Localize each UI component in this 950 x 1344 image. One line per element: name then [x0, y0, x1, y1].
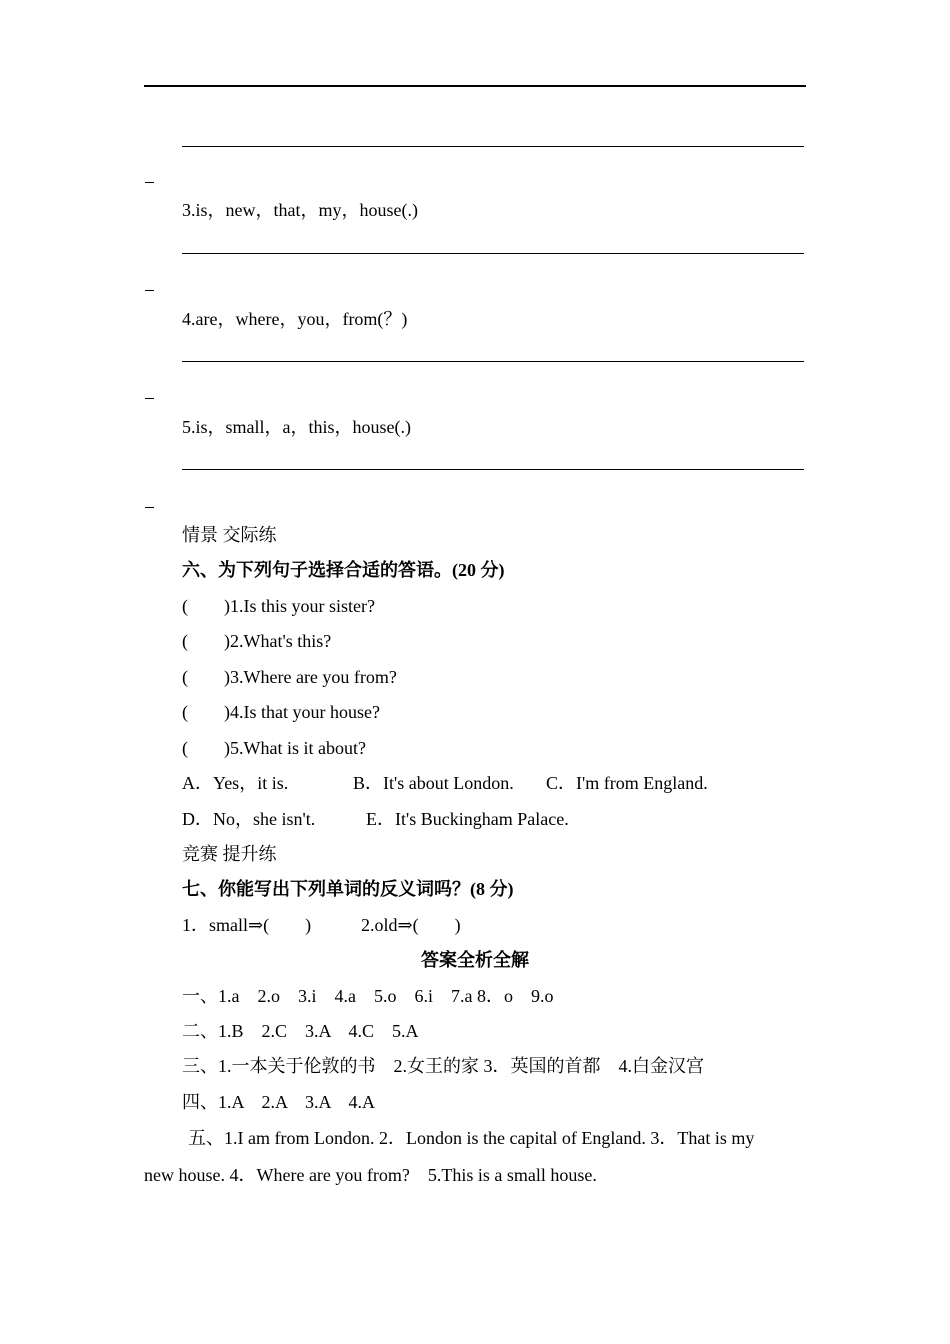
answer-line-3 [182, 253, 804, 254]
answer-line-4 [182, 361, 804, 362]
section-6-question: ( )1.Is this your sister? [182, 596, 375, 616]
option-b: B．It's about London. [353, 773, 514, 793]
section-6-title: 六、为下列句子选择合适的答语。(20 分) [182, 560, 505, 580]
section-6-question: ( )2.What's this? [182, 631, 332, 651]
top-rule [144, 85, 806, 87]
section-6-question: ( )4.Is that your house? [182, 702, 380, 722]
answer-line: 五、1.I am from London. 2．London is the capital of England. 3．That is my [188, 1128, 755, 1148]
answers-title: 答案全析全解 [421, 950, 529, 970]
answer-line-2 [182, 146, 804, 147]
answer-line: 四、1.A 2.A 3.A 4.A [182, 1092, 376, 1112]
answer-line: 三、1.一本关于伦敦的书 2.女王的家 3．英国的首都 4.白金汉宫 [182, 1056, 704, 1076]
antonym-item-1: 1．small⇒( ) [182, 915, 312, 935]
line-continuation-mark [145, 398, 154, 399]
option-a: A．Yes，it is. [182, 773, 289, 793]
answer-line-5 [182, 469, 804, 470]
line-continuation-mark [145, 290, 154, 291]
option-e: E．It's Buckingham Palace. [366, 809, 569, 829]
answer-line: 一、1.a 2.o 3.i 4.a 5.o 6.i 7.a 8．o 9.o [182, 986, 554, 1006]
reorder-question-3: 3.is，new，that，my，house(.) [182, 200, 418, 220]
antonym-item-2: 2.old⇒( ) [361, 915, 461, 935]
reorder-question-4: 4.are，where，you，from(？) [182, 309, 408, 329]
section-heading-competition: 竞赛 提升练 [182, 844, 277, 864]
answer-line: new house. 4．Where are you from? 5.This is a small house. [144, 1165, 597, 1185]
reorder-question-5: 5.is，small，a，this，house(.) [182, 417, 411, 437]
section-heading-situational: 情景 交际练 [182, 525, 277, 545]
line-continuation-mark [145, 182, 154, 183]
section-6-question: ( )3.Where are you from? [182, 667, 397, 687]
section-6-question: ( )5.What is it about? [182, 738, 366, 758]
option-c: C．I'm from England. [546, 773, 708, 793]
option-d: D．No，she isn't. [182, 809, 316, 829]
section-7-title: 七、你能写出下列单词的反义词吗？(8 分) [182, 879, 514, 899]
line-continuation-mark [145, 507, 154, 508]
answer-line: 二、1.B 2.C 3.A 4.C 5.A [182, 1021, 419, 1041]
